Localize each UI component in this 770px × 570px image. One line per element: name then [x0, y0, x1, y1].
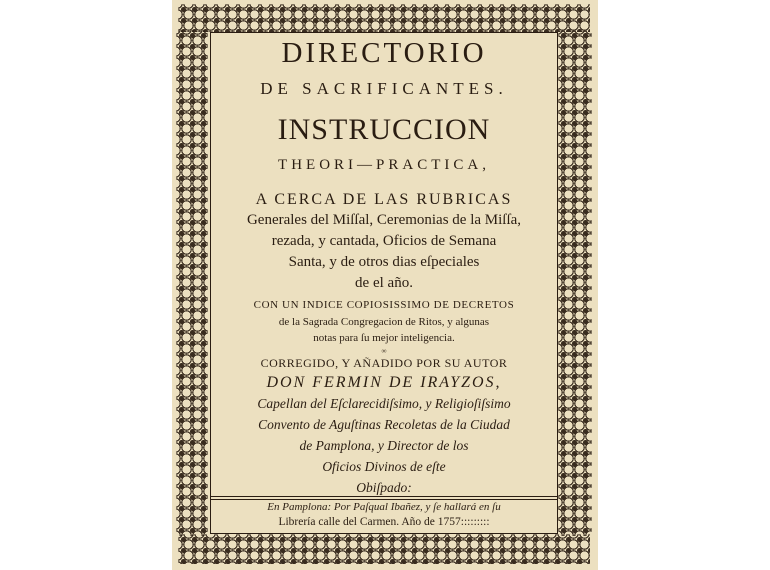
divider-rule — [211, 499, 557, 500]
title-frame — [210, 32, 558, 534]
author-detail: Oficios Divinos de eſte — [322, 459, 446, 474]
ornament-mark: ∞ — [381, 347, 387, 355]
description-line: de el año. — [355, 275, 413, 291]
author-detail: Capellan del Eſclarecidiſsimo, y Religioſiſsimo — [257, 396, 511, 411]
author-detail: de Pamplona, y Director de los — [299, 438, 469, 453]
ornamental-border-top — [178, 4, 590, 32]
ornamental-border-left — [176, 30, 208, 536]
ornamental-border-right — [558, 30, 592, 536]
title-page — [172, 0, 598, 570]
author-intro: CORREGIDO, Y AÑADIDO POR SU AUTOR — [260, 356, 508, 370]
work-title: INSTRUCCION — [277, 113, 491, 146]
work-subtitle: THEORI—PRACTICA, — [278, 157, 490, 173]
divider-rule — [211, 496, 557, 497]
imprint-line: Librería calle del Carmen. Año de 1757::::::::: — [278, 516, 490, 528]
index-line: CON UN INDICE COPIOSISSIMO DE DECRETOS — [253, 299, 515, 311]
description-line: Santa, y de otros dias eſpeciales — [288, 254, 480, 270]
main-title: DIRECTORIO — [281, 37, 487, 69]
index-line: de la Sagrada Congregacion de Ritos, y algunas — [278, 316, 490, 328]
subtitle: DE SACRIFICANTES. — [260, 79, 508, 98]
description-line: Generales del Miſſal, Ceremonias de la Miſſa, — [246, 212, 522, 228]
ornamental-border-bottom — [178, 534, 590, 564]
author-detail: Convento de Aguſtinas Recoletas de la Ciudad — [258, 417, 510, 432]
description-line: rezada, y cantada, Oficios de Semana — [271, 233, 497, 249]
description-line: A CERCA DE LAS RUBRICAS — [255, 191, 513, 208]
author-name: DON FERMIN DE IRAYZOS, — [266, 374, 502, 391]
author-detail: Obiſpado: — [356, 480, 412, 495]
imprint-line: En Pamplona: Por Paſqual Ibañez, y ſe hallará en ſu — [267, 501, 501, 513]
index-line: notas para ſu mejor inteligencia. — [313, 332, 455, 344]
